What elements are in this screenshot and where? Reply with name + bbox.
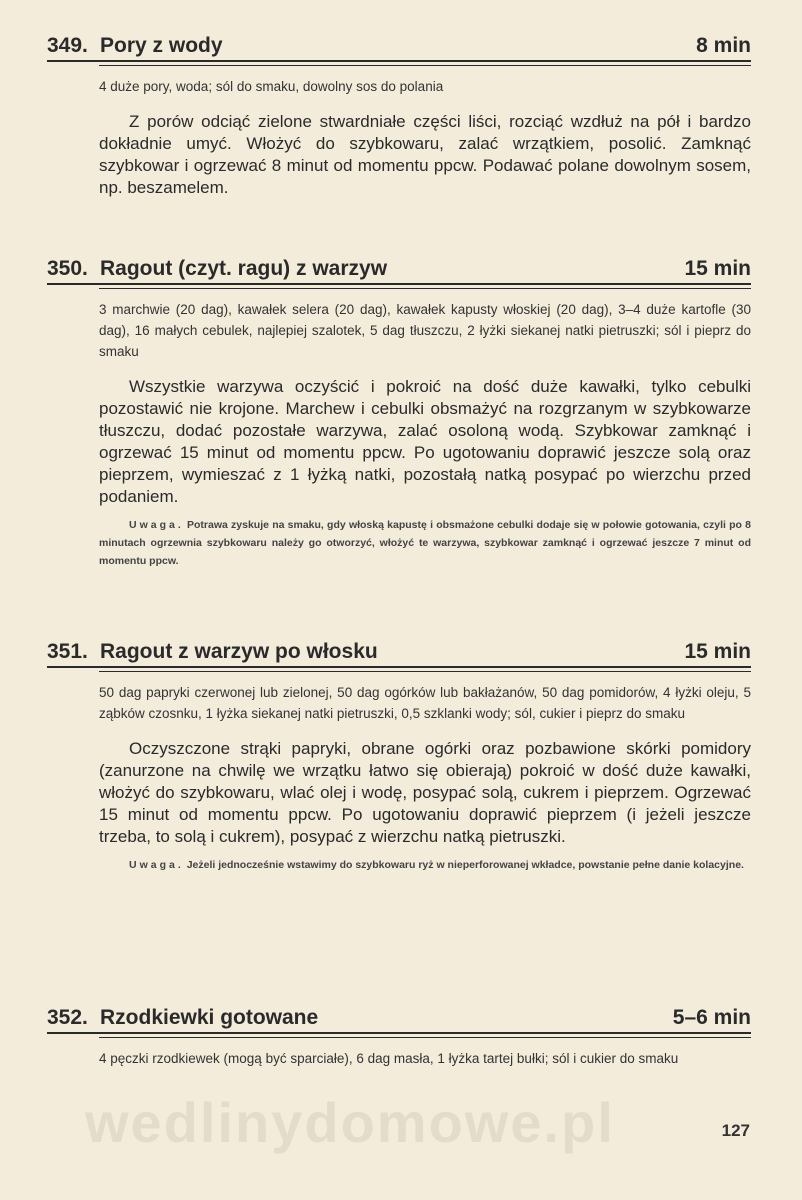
recipe-heading (47, 636, 751, 668)
recipe-time: 5–6 min (672, 1006, 751, 1029)
recipe-number: 352. (47, 1006, 88, 1029)
page-number: 127 (721, 1121, 750, 1140)
note-label: Uwaga. (129, 519, 184, 531)
recipe-ingredients: 4 duże pory, woda; sól do smaku, dowolny sos do polania (99, 79, 444, 94)
recipe-350 (47, 253, 751, 570)
note-text: Jeżeli jednocześnie wstawimy do szybkowaru ryż w nieperforowanej wkładce, powstanie pełne danie kolacyjne. (186, 859, 744, 871)
recipe-title: Rzodkiewki gotowane (100, 1006, 319, 1029)
recipe-instructions: Wszystkie warzywa oczyścić i pokroić na dość duże kawałki, tylko cebulki pozostawić nie krojone. Marchew i cebulki obsmażyć na rozgrzanym w szybkowarze tłuszczu, dodać pozostałe warzywa, zalać osoloną wodą. Szybkowar zamknąć i ogrzewać 15 minut od momentu ppcw. Po ugotowaniu doprawić jeszcze solą oraz pieprzem, wymieszać z 1 łyżką natki, pozostałą natką posypać po wierzchu przed podaniem. (99, 377, 751, 506)
recipe-time: 15 min (684, 640, 751, 663)
recipe-number: 350. (47, 257, 88, 280)
recipe-352 (47, 1002, 751, 1069)
recipe-ingredients: 3 marchwie (20 dag), kawałek selera (20 dag), kawałek kapusty włoskiej (20 dag), 3–4 duże kartofle (30 dag), 16 małych cebulek, najlepiej szalotek, 5 dag tłuszczu, 2 łyżki siekanej natki pietruszki; sól i pieprz do smaku (99, 302, 751, 359)
recipe-number: 349. (47, 34, 88, 57)
recipe-note (99, 856, 751, 874)
recipe-time: 8 min (696, 34, 751, 57)
recipe-time: 15 min (684, 257, 751, 280)
recipe-heading (47, 1002, 751, 1034)
recipe-number: 351. (47, 640, 88, 663)
recipe-title: Pory z wody (100, 34, 223, 57)
recipe-instructions: Oczyszczone strąki papryki, obrane ogórki oraz pozbawione skórki pomidory (zanurzone na chwilę we wrzątku łatwo się obierają) pokroić w dość duże kawałki, włożyć do szybkowaru, wlać olej i wodę, posypać solą, cukrem i pieprzem. Ogrzewać 15 minut od momentu ppcw. Po ugotowaniu doprawić pieprzem (i jeżeli jeszcze trzeba, to solą i cukrem), posypać z wierzchu natką pietruszki. (99, 739, 751, 846)
recipe-heading (47, 253, 751, 285)
watermark: wedlinydomowe.pl (85, 1091, 615, 1154)
note-text: Potrawa zyskuje na smaku, gdy włoską kapustę i obsmażone cebulki dodaje się w połowie gotowania, czyli po 8 minutach ogrzewnia szybkowaru należy go otworzyć, włożyć te warzywa, szybkowar zamknąć i ogrzewać jeszcze 7 minut od momentu ppcw. (99, 519, 751, 567)
recipe-349 (47, 30, 751, 199)
recipe-title: Ragout (czyt. ragu) z warzyw (100, 257, 388, 280)
recipe-title: Ragout z warzyw po włosku (100, 640, 378, 663)
recipe-351 (47, 636, 751, 874)
recipe-heading (47, 30, 751, 62)
recipe-instructions: Z porów odciąć zielone stwardniałe części liści, rozciąć wzdłuż na pół i bardzo dokładnie umyć. Włożyć do szybkowaru, zalać wrzątkiem, posolić. Zamknąć szybkowar i ogrzewać 8 minut od momentu ppcw. Podawać polane dowolnym sosem, np. beszamelem. (99, 112, 751, 197)
recipe-note (99, 516, 751, 570)
recipe-ingredients: 4 pęczki rzodkiewek (mogą być sparciałe), 6 dag masła, 1 łyżka tartej bułki; sól i cukier do smaku (99, 1051, 679, 1066)
recipe-ingredients: 50 dag papryki czerwonej lub zielonej, 50 dag ogórków lub bakłażanów, 50 dag pomidorów, 4 łyżki oleju, 5 ząbków czosnku, 1 łyżka siekanej natki pietruszki, 0,5 szklanki wody; sól, cukier i pieprz do smaku (99, 685, 751, 721)
note-label: Uwaga. (129, 859, 184, 871)
